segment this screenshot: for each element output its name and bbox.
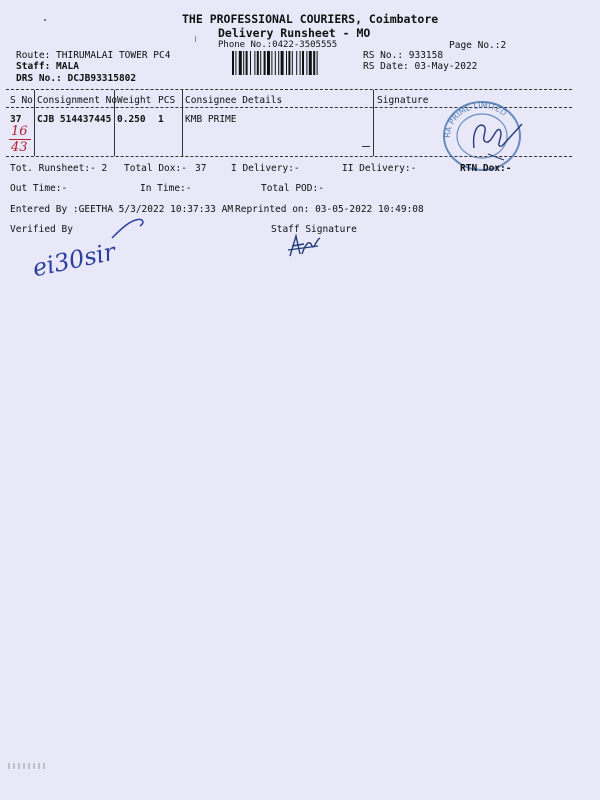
col-header-weight: Weight [117,95,152,106]
scan-speck [44,19,46,21]
row-consignment: CJB 514437445 [37,114,112,125]
i-delivery: I Delivery:- [231,163,300,174]
table-top-rule [6,89,572,90]
barcode-bar [243,51,244,75]
col-divider [373,90,374,156]
stamp-text: RA PRIME LIMITED [442,100,509,139]
barcode-bar [254,51,255,75]
barcode-bar [250,51,251,75]
staff-label: Staff: MALA [16,61,79,72]
barcode-bar [300,51,301,75]
barcode-bar [246,51,248,75]
route-label: Route: THIRUMALAI TOWER PC4 [16,50,171,61]
barcode-bar [271,51,272,75]
out-time: Out Time:- [10,183,68,194]
scan-speck [8,763,48,769]
col-divider [34,90,35,156]
barcode-bar [275,51,276,75]
barcode-bar [281,51,284,75]
staff-signature-label: Staff Signature [271,224,357,235]
total-dox-label: Total Dox:- [124,163,187,174]
scan-speck [195,36,196,42]
doc-title: Delivery Runsheet - MO [218,26,371,40]
barcode-bar [286,51,287,75]
col-header-consignee: Consignee Details [185,95,283,106]
staff-signature-stroke [286,232,322,260]
barcode-bar [239,51,242,75]
barcode-bar [317,51,318,75]
barcode-bar [306,51,307,75]
col-header-pcs: PCS [158,95,176,106]
total-pod: Total POD:- [261,183,324,194]
row-weight: 0.250 [117,114,146,125]
entered-by: Entered By :GEETHA 5/3/2022 10:37:33 AM [10,204,234,215]
row-sno: 37 [10,114,22,125]
barcode-bar [309,51,312,75]
handwritten-number-bottom: 43 [11,140,28,155]
reprinted-on: Reprinted on: 03-05-2022 10:49:08 [235,204,424,215]
tot-runsheet: Tot. Runsheet:- 2 [10,163,108,174]
barcode-bar [257,51,259,75]
in-time: In Time:- [140,183,192,194]
company-name: THE PROFESSIONAL COURIERS, Coimbatore [182,12,439,26]
col-divider [182,90,183,156]
col-header-sno: S No [10,95,33,106]
verified-by-label: Verified By [10,224,73,235]
col-header-consignment: Consignment No [37,95,118,106]
rs-number: RS No.: 933158 [363,50,444,61]
row-consignee: KMB PRIME [185,114,237,125]
barcode-bar [260,51,261,75]
handwritten-number-top: 16 [11,124,28,139]
barcode-bar [232,51,234,75]
barcode-bar [313,51,315,75]
rs-date: RS Date: 03-May-2022 [363,61,478,72]
barcode-bar [302,51,304,75]
verifier-handwriting: ei30sir [30,237,118,283]
barcode-bar [267,51,270,75]
row-pcs: 1 [158,114,164,125]
col-header-signature: Signature [377,95,429,106]
total-dox-value: 37 [195,163,207,174]
verifier-signature-stroke [110,212,150,242]
barcode-bar [264,51,266,75]
rtn-dox: RTN Dox:- [460,163,512,174]
ii-delivery: II Delivery:- [342,163,417,174]
barcode-bar [296,51,297,75]
barcode-bar [288,51,290,75]
barcode-bar [292,51,293,75]
barcode-bar [278,51,279,75]
drs-number: DRS No.: DCJB93315802 [16,73,137,84]
page-number: Page No.:2 [449,40,507,51]
phone-number: Phone No.:0422-3505555 [218,40,338,50]
dash-mark [362,146,370,147]
barcode [232,51,354,75]
barcode-bar [235,51,236,75]
